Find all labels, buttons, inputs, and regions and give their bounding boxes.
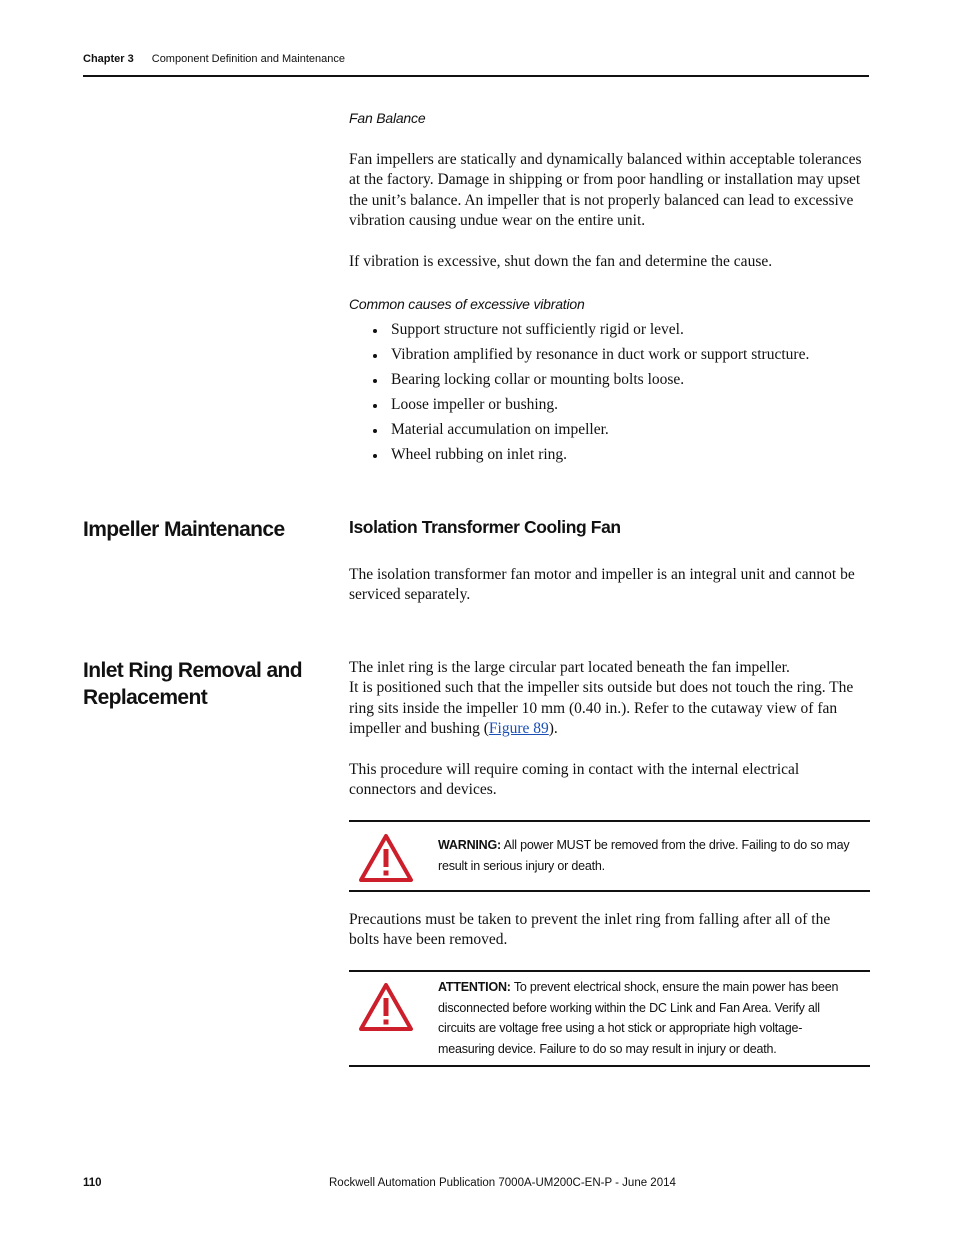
impeller-paragraph [349,565,864,606]
subheading-isolation-transformer-fan: Isolation Transformer Cooling Fan [349,517,621,537]
figure-89-link[interactable]: Figure 89 [488,719,549,737]
inlet-ring-text-line1: The inlet ring is the large circular part located beneath the fan impeller. [349,659,790,676]
inlet-ring-paragraph [349,658,864,739]
list-item: Support structure not sufficiently rigid or level. [349,320,864,345]
attention-body: To prevent electrical shock, ensure the main power has been disconnected before working within the DC Link and Fan Area. Verify all circuits are voltage free using a hot stick or appropriate high voltage-measuring device. Failure to do so may result in injury or death. [438,980,839,1056]
attention-text [438,977,858,1059]
chapter-title: Component Definition and Maintenance [151,53,345,65]
contact-text: This procedure will require coming in contact with the internal electrical connectors and devices. [349,761,800,799]
warning-triangle-icon [358,833,414,883]
vibration-text: If vibration is excessive, shut down the fan and determine the cause. [349,253,773,270]
inlet-ring-text-body: It is positioned such that the impeller sits outside but does not touch the ring. The ring sits inside the impeller 10 mm (0.40 in.). Refer to the cutaway view of fan impeller and bushing ( [349,679,854,737]
running-header [83,53,345,65]
attention-notice [349,970,870,1067]
list-item: Wheel rubbing on inlet ring. [349,445,864,470]
attention-label: ATTENTION: [438,980,511,994]
list-item: Vibration amplified by resonance in duct work or support structure. [349,345,864,370]
section-heading-inlet-ring: Inlet Ring Removal and Replacement [83,659,302,709]
publication-footer: Rockwell Automation Publication 7000A-UM200C-EN-P - June 2014 [329,1177,676,1189]
header-rule [83,75,869,77]
fan-balance-paragraph [349,150,864,231]
chapter-label: Chapter 3 [83,53,134,65]
vibration-paragraph [349,252,864,272]
list-item: Material accumulation on impeller. [349,420,864,445]
inlet-ring-text [349,678,864,739]
causes-list [349,320,864,470]
page-number: 110 [83,1177,102,1189]
inlet-ring-text-end: ). [548,719,558,737]
causes-heading: Common causes of excessive vibration [349,296,585,312]
warning-text [438,835,858,876]
warning-notice [349,820,870,892]
list-item: Bearing locking collar or mounting bolts loose. [349,370,864,395]
list-item: Loose impeller or bushing. [349,395,864,420]
contact-paragraph [349,760,864,801]
warning-label: WARNING: [438,838,501,852]
causes-list-wrap [349,320,864,470]
fan-balance-text: Fan impellers are statically and dynamically balanced within acceptable tolerances at the factory. Damage in shipping or from poor handling or installation may upset the unit’s balance. An impeller that is not properly balanced can lead to excessive vibration causing undue wear on the entire unit. [349,151,862,229]
precautions-paragraph [349,910,864,951]
precautions-text: Precautions must be taken to prevent the inlet ring from falling after all of the bolts have been removed. [349,911,831,949]
fan-balance-heading: Fan Balance [349,110,426,126]
section-heading-impeller-maintenance: Impeller Maintenance [83,518,285,541]
impeller-text: The isolation transformer fan motor and impeller is an integral unit and cannot be serviced separately. [349,566,855,604]
attention-triangle-icon [358,982,414,1032]
warning-body: All power MUST be removed from the drive. Failing to do so may result in serious injury or death. [438,838,850,873]
